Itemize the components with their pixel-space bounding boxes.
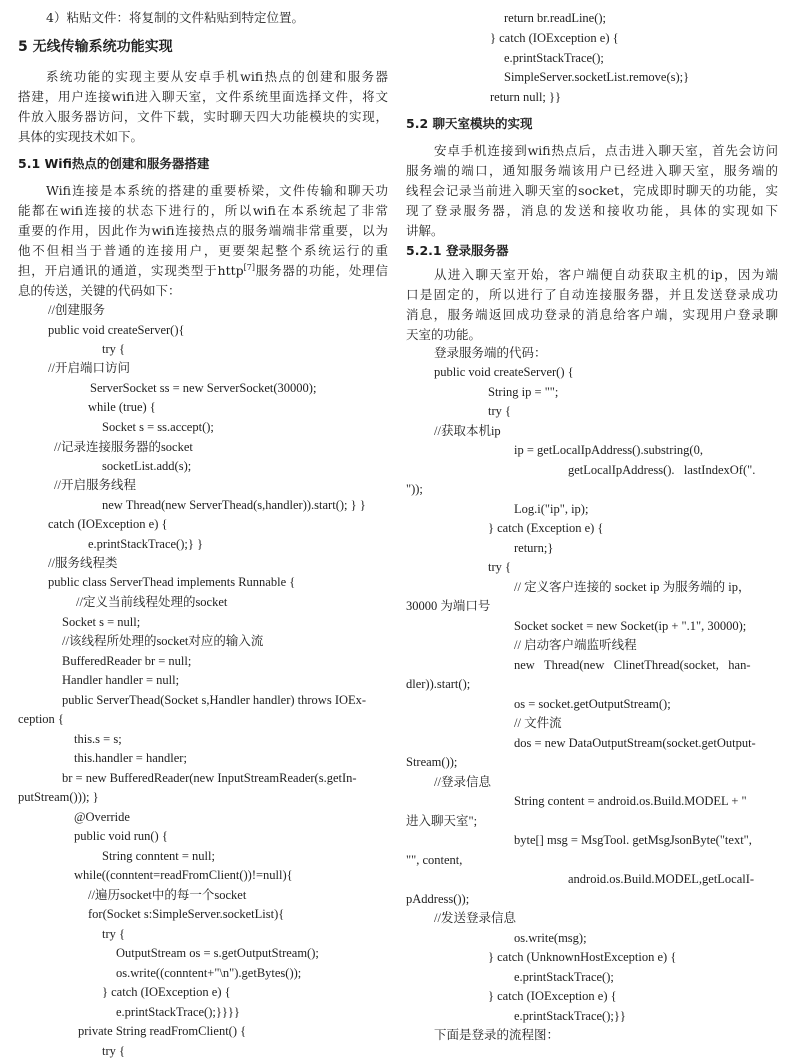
code-line: catch (IOException e) { [48,517,168,531]
code-line: putStream())); } [18,790,99,804]
code-line: public class ServerThead implements Runnable { [48,575,296,589]
code-line: //该线程所处理的socket对应的输入流 [62,634,264,648]
code-line: e.printStackTrace();}}}} [116,1005,240,1019]
body-text-line: 线程会记录当前进入聊天室的socket，完成即时聊天的功能，实 [406,183,778,198]
body-text-line: 消息，服务端返回成功登录的消息给客户端，实现用户登录聊 [406,307,778,322]
code-line: e.printStackTrace(); [504,51,604,65]
code-line: Log.i("ip", ip); [514,502,589,516]
code-line: public void createServer() { [434,365,574,379]
code-line: String conntent = null; [102,849,215,863]
code-line: // 定义客户连接的 socket ip 为服务端的 ip， [514,580,751,594]
body-text-line: 息的传送，关键的代码如下： [18,283,181,298]
section-heading: 5 无线传输系统功能实现 [18,39,173,55]
code-line: try { [102,342,126,356]
code-line: "", content, [406,853,463,867]
code-line: e.printStackTrace();}} [514,1009,626,1023]
code-line: public void run() { [74,829,168,843]
code-line: new Thread(new ClinetThread(socket, han- [514,658,751,672]
body-text-line: 具体的实现技术如下。 [18,129,144,144]
code-line: Stream()); [406,755,458,769]
code-line: SimpleServer.socketList.remove(s);} [504,70,690,84]
code-line: //创建服务 [48,303,105,317]
code-line: //记录连接服务器的socket [54,440,193,454]
code-line: dos = new DataOutputStream(socket.getOutput- [514,736,756,750]
code-line: 30000 为端口号 [406,599,491,613]
code-line: socketList.add(s); [102,459,192,473]
body-text-line: 4）粘贴文件：将复制的文件粘贴到特定位置。 [46,10,304,25]
code-line: try { [102,1044,126,1058]
code-line: public void createServer(){ [48,323,185,337]
body-text-line: 天室的功能。 [406,327,482,342]
code-line: return;} [514,541,554,555]
code-line: OutputStream os = s.getOutputStream(); [116,946,319,960]
code-line: //遍历socket中的每一个socket [88,888,247,902]
code-line: // 文件流 [514,716,562,730]
code-line: e.printStackTrace();} } [88,537,203,551]
code-line: pAddress()); [406,892,470,906]
code-line: while((conntent=readFromClient())!=null){ [74,868,293,882]
body-text-line: 件放入服务器访问，文件下载，实时聊天四大功能模块的实现， [18,109,388,124]
code-line: //开启服务线程 [54,478,136,492]
code-line: dler)).start(); [406,677,471,691]
body-text-line: 担，开启通讯的通道，实现类型于http[7]服务器的功能，处理信 [18,262,388,278]
code-line: for(Socket s:SimpleServer.socketList){ [88,907,285,921]
code-line: ception { [18,712,64,726]
code-line: } catch (UnknownHostException e) { [488,950,677,964]
code-line: BufferedReader br = null; [62,654,192,668]
code-line: this.handler = handler; [74,751,187,765]
code-line: private String readFromClient() { [78,1024,247,1038]
body-text-line: 口是固定的，所以进行了自动连接服务器，并且发送登录成功 [406,287,778,302]
code-line: ip = getLocalIpAddress().substring(0, [514,443,703,457]
code-line: //服务线程类 [48,556,118,570]
code-line: android.os.Build.MODEL,getLocalI- [568,872,755,886]
code-line: os = socket.getOutputStream(); [514,697,671,711]
code-line: ServerSocket ss = new ServerSocket(30000); [90,381,317,395]
code-line: //获取本机ip [434,424,501,438]
code-line: } catch (IOException e) { [102,985,231,999]
code-line: Socket s = null; [62,615,141,629]
subsection-heading: 5.2 聊天室模块的实现 [406,116,533,131]
body-text-line: 能都在wifi连接的状态下进行的，所以wifi在本系统起了非常 [18,203,388,218]
body-text-line: 从进入聊天室开始，客户端便自动获取主机的ip，因为端 [434,267,778,282]
code-line: 下面是登录的流程图： [434,1028,560,1042]
body-text-line: 重要的作用，因此作为wifi连接热点的服务端端非常重要，以为 [18,223,388,238]
body-text-line: 服务端的端口，通知服务端该用户已经进入聊天室，服务端的 [406,163,778,178]
code-line: ")); [406,482,423,496]
code-line: while (true) { [88,400,156,414]
code-line: return null; }} [490,90,562,104]
code-line: return br.readLine(); [504,11,607,25]
code-line: } catch (IOException e) { [488,989,617,1003]
subsection-heading: 5.2.1 登录服务器 [406,243,509,258]
body-text-line: 他不但相当于普通的连接用户，更要架起整个系统运行的重 [18,243,388,258]
code-line: new Thread(new ServerThead(s,handler)).start(); } } [102,498,366,512]
code-line: Handler handler = null; [62,673,180,687]
subsection-heading: 5.1 Wifi热点的创建和服务器搭建 [18,156,210,171]
body-text-line: 讲解。 [406,223,444,238]
code-line: e.printStackTrace(); [514,970,614,984]
code-line: } catch (Exception e) { [488,521,604,535]
code-line: getLocalIpAddress(). lastIndexOf(". [568,463,756,477]
code-line: String ip = ""; [488,385,559,399]
body-text-line: 现了登录服务器，消息的发送和接收功能，具体的实现如下 [406,203,778,218]
body-text-line: 搭建，用户连接wifi进入聊天室，文件系统里面选择文件，将文 [18,89,388,104]
code-line: public ServerThead(Socket s,Handler handler) throws IOEx- [62,693,367,707]
citation-marker: [7] [243,262,255,272]
code-line: String content = android.os.Build.MODEL + " [514,794,747,808]
code-line: 登录服务端的代码： [434,346,547,360]
code-line: try { [488,404,512,418]
code-line: br = new BufferedReader(new InputStreamReader(s.getIn- [62,771,357,785]
code-line: //定义当前线程处理的socket [76,595,228,609]
code-line: os.write((conntent+"\n").getBytes()); [116,966,302,980]
code-line: os.write(msg); [514,931,587,945]
code-line: } catch (IOException e) { [490,31,619,45]
code-line: //开启端口访问 [48,361,130,375]
body-text-line: 系统功能的实现主要从安卓手机wifi热点的创建和服务器 [46,69,388,84]
code-line: //发送登录信息 [434,911,516,925]
code-line: // 启动客户端监听线程 [514,638,637,652]
code-line: 进入聊天室"; [406,814,478,828]
code-line: Socket socket = new Socket(ip + ".1", 30000); [514,619,747,633]
code-line: Socket s = ss.accept(); [102,420,214,434]
body-text-line: 安卓手机连接到wifi热点后，点击进入聊天室，首先会访问 [434,143,778,158]
body-text-line: Wifi连接是本系统的搭建的重要桥梁，文件传输和聊天功 [46,183,388,198]
code-line: @Override [74,810,130,824]
code-line: try { [488,560,512,574]
code-line: byte[] msg = MsgTool. getMsgJsonByte("text", [514,833,752,847]
code-line: //登录信息 [434,775,491,789]
code-line: try { [102,927,126,941]
code-line: this.s = s; [74,732,122,746]
